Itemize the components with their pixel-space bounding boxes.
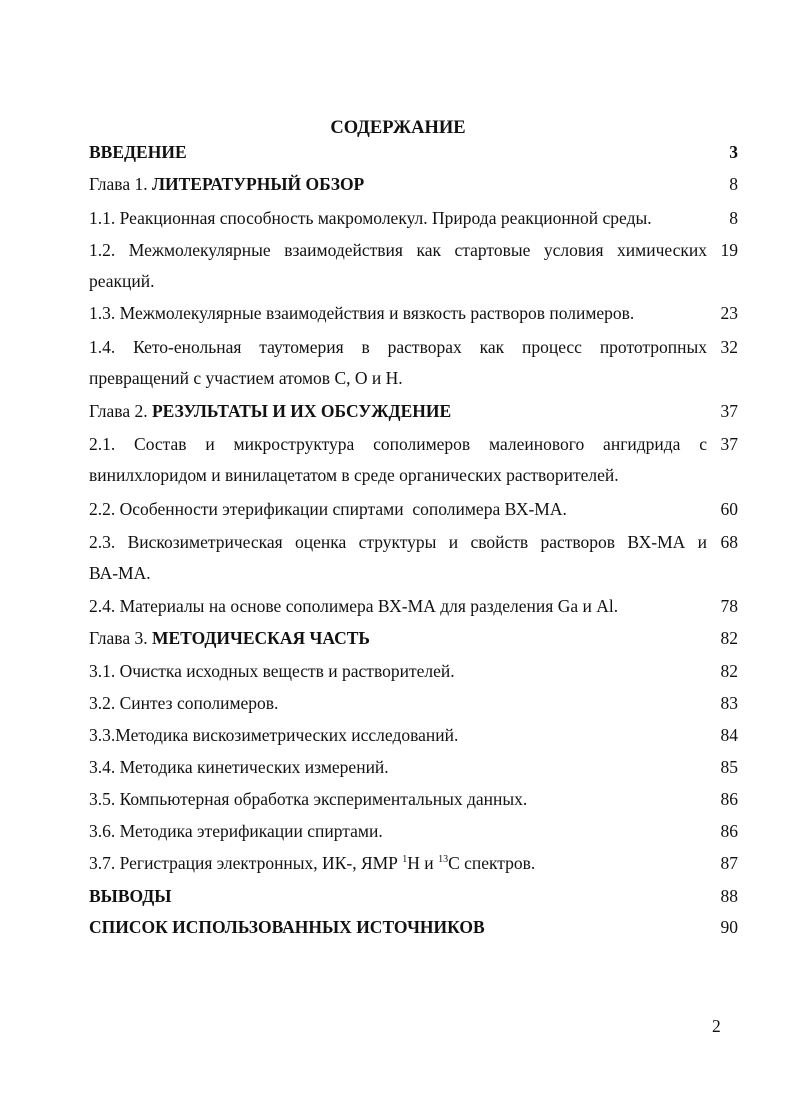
toc-page-number: 82 (720, 661, 738, 681)
toc-page-number: 87 (720, 853, 738, 873)
toc-page-number: 8 (729, 208, 738, 228)
toc-page-number: 83 (720, 693, 738, 713)
toc-entry-label: СПИСОК ИСПОЛЬЗОВАННЫХ ИСТОЧНИКОВ (89, 917, 485, 937)
toc-entry-label-line1: 1.4. Кето-енольная таутомерия в растворах как процесс прототропных (89, 337, 707, 357)
toc-page-number: 68 (720, 532, 738, 552)
toc-page-number: 86 (720, 821, 738, 841)
toc-entry-label-line2: реакций. (89, 271, 155, 291)
toc-entry-label-line2: ВА-МА. (89, 563, 151, 583)
toc-page-number: 60 (720, 499, 738, 519)
toc-page-number: 84 (720, 725, 738, 745)
toc-page-number: 78 (720, 596, 738, 616)
toc-page-number: 23 (720, 303, 738, 323)
toc-entry-label: 3.4. Методика кинетических измерений. (89, 757, 389, 777)
toc-entry-label: 1.1. Реакционная способность макромолекул. Природа реакционной среды. (89, 208, 652, 228)
chapter-title: МЕТОДИЧЕСКАЯ ЧАСТЬ (151, 628, 370, 648)
page-number: 2 (712, 1016, 721, 1036)
toc-page-number: 8 (729, 174, 738, 194)
chapter-prefix: Глава 2. (89, 401, 152, 421)
chapter-title: РЕЗУЛЬТАТЫ И ИХ ОБСУЖДЕНИЕ (151, 401, 452, 421)
page-title: СОДЕРЖАНИЕ (330, 118, 466, 138)
toc-entry-label: 3.3.Методика вискозиметрических исследований. (89, 725, 459, 745)
chapter-prefix: Глава 3. (89, 628, 152, 648)
toc-page-number: 3 (729, 142, 738, 162)
toc-entry-label: 3.6. Методика этерификации спиртами. (89, 821, 383, 841)
toc-entry-label: 2.2. Особенности этерификации спиртами сополимера ВХ-МА. (89, 499, 567, 519)
toc-entry-label: 3.7. Регистрация электронных, ИК-, ЯМР $^1$Н и $^{13}$С спектров. (89, 853, 536, 873)
toc-entry-label: 1.3. Межмолекулярные взаимодействия и вязкость растворов полимеров. (89, 303, 635, 323)
toc-entry-label-line1: 2.3. Вискозиметрическая оценка структуры и свойств растворов ВХ-МА и (89, 532, 707, 552)
toc-page-number: 32 (720, 337, 738, 357)
toc-page-number: 90 (720, 917, 738, 937)
toc-entry-label-line2: винилхлоридом и винилацетатом в среде органических растворителей. (89, 465, 619, 485)
superscript-1: 1 (402, 854, 408, 865)
toc-entry-label: 3.2. Синтез сополимеров. (89, 693, 279, 713)
toc-entry-label: ВЫВОДЫ (89, 886, 172, 906)
toc-entry-label: 3.5. Компьютерная обработка экспериментальных данных. (89, 789, 528, 809)
toc-page-number: 88 (720, 886, 738, 906)
toc-page-number: 37 (720, 401, 738, 421)
superscript-13: 13 (438, 854, 449, 865)
chapter-title: ЛИТЕРАТУРНЫЙ ОБЗОР (151, 174, 365, 194)
toc-entry-label: 3.1. Очистка исходных веществ и растворителей. (89, 661, 455, 681)
toc-page-number: 82 (720, 628, 738, 648)
toc-entry-label-line1: 1.2. Межмолекулярные взаимодействия как стартовые условия химических (89, 240, 707, 260)
toc-entry-label: ВВЕДЕНИЕ (89, 142, 187, 162)
chapter-prefix: Глава 1. (89, 174, 152, 194)
toc-page-number: 85 (720, 757, 738, 777)
toc-page-number: 37 (720, 434, 738, 454)
toc-page-number: 86 (720, 789, 738, 809)
toc-entry-label: 2.4. Материалы на основе сополимера ВХ-МА для разделения Ga и Al. (89, 596, 619, 616)
toc-entry-label-line2: превращений с участием атомов С, О и Н. (89, 368, 403, 388)
toc-entry-label-line1: 2.1. Состав и микроструктура сополимеров малеинового ангидрида с (89, 434, 707, 454)
toc-page-number: 19 (720, 240, 738, 260)
